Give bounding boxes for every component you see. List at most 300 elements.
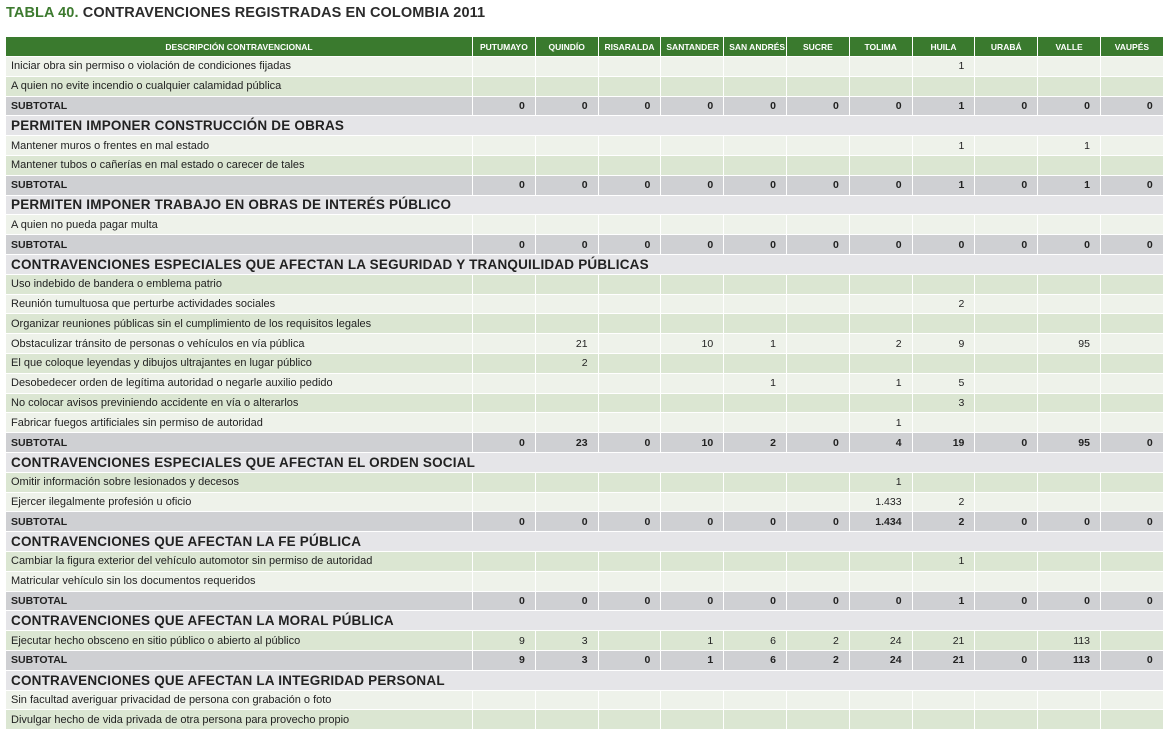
value-cell	[535, 294, 598, 314]
row-description: Ejecutar hecho obsceno en sitio público o abierto al público	[6, 631, 473, 651]
subtotal-row	[6, 96, 1164, 116]
value-cell	[661, 393, 724, 413]
value-cell	[535, 274, 598, 294]
value-cell	[975, 76, 1038, 96]
value-cell	[1100, 472, 1163, 492]
value-cell: 0	[598, 235, 661, 255]
value-cell	[473, 155, 536, 175]
column-header-santander: SANTANDER	[661, 37, 724, 57]
value-cell	[535, 413, 598, 433]
value-cell: 1	[849, 472, 912, 492]
value-cell	[598, 413, 661, 433]
subtotal-row	[6, 650, 1164, 670]
section-title: CONTRAVENCIONES ESPECIALES QUE AFECTAN EL ORDEN SOCIAL	[6, 452, 1164, 472]
value-cell: 0	[724, 591, 787, 611]
row-description: Desobedecer orden de legítima autoridad o negarle auxilio pedido	[6, 373, 473, 393]
value-cell	[1100, 393, 1163, 413]
value-cell	[724, 314, 787, 334]
row-description: A quien no pueda pagar multa	[6, 215, 473, 235]
value-cell: 3	[535, 631, 598, 651]
value-cell: 0	[975, 96, 1038, 116]
subtotal-label: SUBTOTAL	[6, 175, 473, 195]
value-cell: 2	[535, 353, 598, 373]
column-header-description: DESCRIPCIÓN CONTRAVENCIONAL	[6, 37, 473, 57]
value-cell	[661, 294, 724, 314]
value-cell	[535, 690, 598, 710]
value-cell	[598, 314, 661, 334]
value-cell: 2	[912, 492, 975, 512]
value-cell: 0	[473, 96, 536, 116]
value-cell: 95	[1038, 433, 1101, 453]
value-cell: 0	[786, 235, 849, 255]
subtotal-label: SUBTOTAL	[6, 235, 473, 255]
value-cell	[1038, 314, 1101, 334]
subtotal-row	[6, 512, 1164, 532]
value-cell	[535, 76, 598, 96]
value-cell: 0	[535, 512, 598, 532]
table-row	[6, 393, 1164, 413]
value-cell: 0	[473, 175, 536, 195]
value-cell	[1100, 314, 1163, 334]
table-row	[6, 314, 1164, 334]
value-cell: 0	[786, 175, 849, 195]
value-cell	[473, 571, 536, 591]
value-cell	[975, 631, 1038, 651]
value-cell: 1	[661, 631, 724, 651]
value-cell: 1	[661, 650, 724, 670]
value-cell: 0	[661, 512, 724, 532]
value-cell	[724, 690, 787, 710]
table-row	[6, 215, 1164, 235]
value-cell	[1038, 710, 1101, 730]
table-row	[6, 155, 1164, 175]
row-description: Omitir información sobre lesionados y decesos	[6, 472, 473, 492]
value-cell	[1100, 155, 1163, 175]
column-header-tolima: TOLIMA	[849, 37, 912, 57]
column-header-sucre: SUCRE	[786, 37, 849, 57]
value-cell	[598, 492, 661, 512]
value-cell	[786, 492, 849, 512]
value-cell	[786, 76, 849, 96]
value-cell: 0	[661, 175, 724, 195]
value-cell	[786, 57, 849, 77]
row-description: No colocar avisos previniendo accidente en vía o alterarlos	[6, 393, 473, 413]
table-title	[6, 5, 485, 21]
value-cell	[1038, 294, 1101, 314]
table-number: TABLA 40.	[6, 5, 79, 21]
value-cell	[473, 551, 536, 571]
value-cell: 1	[912, 96, 975, 116]
value-cell: 0	[1100, 433, 1163, 453]
value-cell: 24	[849, 650, 912, 670]
value-cell: 0	[535, 175, 598, 195]
value-cell	[975, 492, 1038, 512]
section-header-row	[6, 254, 1164, 274]
value-cell	[661, 136, 724, 156]
value-cell	[1038, 551, 1101, 571]
table-row	[6, 472, 1164, 492]
value-cell	[975, 57, 1038, 77]
value-cell: 0	[535, 96, 598, 116]
value-cell	[473, 215, 536, 235]
value-cell: 2	[786, 631, 849, 651]
value-cell	[598, 571, 661, 591]
value-cell	[975, 314, 1038, 334]
value-cell	[598, 136, 661, 156]
value-cell: 2	[786, 650, 849, 670]
value-cell	[849, 571, 912, 591]
value-cell	[1100, 492, 1163, 512]
value-cell: 0	[1100, 235, 1163, 255]
row-description: Ejercer ilegalmente profesión u oficio	[6, 492, 473, 512]
value-cell: 0	[1038, 512, 1101, 532]
value-cell	[975, 353, 1038, 373]
value-cell	[786, 215, 849, 235]
value-cell	[661, 551, 724, 571]
value-cell	[786, 274, 849, 294]
value-cell	[598, 551, 661, 571]
value-cell	[598, 690, 661, 710]
table-row	[6, 334, 1164, 354]
table-row	[6, 492, 1164, 512]
value-cell	[598, 373, 661, 393]
value-cell	[786, 393, 849, 413]
table-row	[6, 136, 1164, 156]
value-cell	[661, 155, 724, 175]
value-cell: 6	[724, 631, 787, 651]
table-row	[6, 373, 1164, 393]
value-cell	[975, 373, 1038, 393]
value-cell: 9	[473, 650, 536, 670]
value-cell: 1	[1038, 175, 1101, 195]
value-cell	[912, 76, 975, 96]
value-cell: 2	[912, 294, 975, 314]
subtotal-label: SUBTOTAL	[6, 96, 473, 116]
value-cell	[1038, 393, 1101, 413]
value-cell	[473, 57, 536, 77]
value-cell	[473, 373, 536, 393]
value-cell: 0	[473, 591, 536, 611]
table-title-text: CONTRAVENCIONES REGISTRADAS EN COLOMBIA 2011	[82, 5, 486, 21]
value-cell: 21	[912, 650, 975, 670]
value-cell: 9	[473, 631, 536, 651]
value-cell	[786, 413, 849, 433]
value-cell	[975, 472, 1038, 492]
value-cell	[786, 314, 849, 334]
value-cell	[1100, 215, 1163, 235]
subtotal-label: SUBTOTAL	[6, 512, 473, 532]
value-cell	[1100, 373, 1163, 393]
value-cell	[849, 314, 912, 334]
value-cell	[1100, 413, 1163, 433]
value-cell: 0	[786, 591, 849, 611]
value-cell: 0	[598, 512, 661, 532]
value-cell: 3	[912, 393, 975, 413]
section-title: PERMITEN IMPONER TRABAJO EN OBRAS DE INTERÉS PÚBLICO	[6, 195, 1164, 215]
row-description: Fabricar fuegos artificiales sin permiso de autoridad	[6, 413, 473, 433]
column-header-quindío: QUINDÍO	[535, 37, 598, 57]
value-cell: 0	[473, 235, 536, 255]
value-cell: 0	[849, 175, 912, 195]
value-cell	[598, 274, 661, 294]
value-cell	[1038, 57, 1101, 77]
value-cell: 0	[1100, 650, 1163, 670]
value-cell	[473, 334, 536, 354]
section-title: CONTRAVENCIONES QUE AFECTAN LA FE PÚBLICA	[6, 532, 1164, 552]
value-cell	[849, 353, 912, 373]
value-cell	[1038, 274, 1101, 294]
value-cell: 0	[724, 235, 787, 255]
value-cell	[975, 571, 1038, 591]
value-cell	[661, 353, 724, 373]
value-cell	[786, 710, 849, 730]
value-cell	[849, 690, 912, 710]
value-cell	[975, 294, 1038, 314]
value-cell	[1100, 551, 1163, 571]
table-row	[6, 571, 1164, 591]
value-cell	[535, 136, 598, 156]
value-cell: 9	[912, 334, 975, 354]
value-cell	[598, 710, 661, 730]
value-cell	[473, 413, 536, 433]
value-cell: 0	[1100, 96, 1163, 116]
value-cell: 0	[598, 650, 661, 670]
row-description: Cambiar la figura exterior del vehículo automotor sin permiso de autoridad	[6, 551, 473, 571]
value-cell	[535, 57, 598, 77]
value-cell	[473, 393, 536, 413]
value-cell	[975, 274, 1038, 294]
value-cell	[473, 136, 536, 156]
value-cell: 0	[975, 650, 1038, 670]
value-cell	[849, 551, 912, 571]
value-cell: 1	[1038, 136, 1101, 156]
subtotal-row	[6, 235, 1164, 255]
value-cell	[535, 492, 598, 512]
value-cell	[912, 690, 975, 710]
value-cell: 0	[473, 512, 536, 532]
table-row	[6, 294, 1164, 314]
value-cell	[473, 76, 536, 96]
value-cell	[912, 274, 975, 294]
value-cell	[912, 314, 975, 334]
value-cell	[1038, 373, 1101, 393]
value-cell: 0	[473, 433, 536, 453]
value-cell	[1100, 76, 1163, 96]
subtotal-row	[6, 591, 1164, 611]
value-cell: 0	[975, 235, 1038, 255]
row-description: Sin facultad averiguar privacidad de persona con grabación o foto	[6, 690, 473, 710]
value-cell	[535, 373, 598, 393]
value-cell	[473, 710, 536, 730]
table-row	[6, 710, 1164, 730]
value-cell	[661, 710, 724, 730]
value-cell	[724, 294, 787, 314]
value-cell	[912, 155, 975, 175]
value-cell	[724, 413, 787, 433]
column-header-putumayo: PUTUMAYO	[473, 37, 536, 57]
column-header-urabá: URABÁ	[975, 37, 1038, 57]
value-cell: 19	[912, 433, 975, 453]
value-cell: 113	[1038, 631, 1101, 651]
value-cell: 0	[1100, 512, 1163, 532]
value-cell: 2	[849, 334, 912, 354]
value-cell: 4	[849, 433, 912, 453]
value-cell: 21	[912, 631, 975, 651]
value-cell: 0	[786, 96, 849, 116]
value-cell	[1100, 690, 1163, 710]
row-description: Reunión tumultuosa que perturbe actividades sociales	[6, 294, 473, 314]
value-cell	[724, 353, 787, 373]
subtotal-row	[6, 433, 1164, 453]
value-cell	[912, 472, 975, 492]
row-description: Divulgar hecho de vida privada de otra persona para provecho propio	[6, 710, 473, 730]
value-cell	[661, 215, 724, 235]
value-cell	[912, 353, 975, 373]
value-cell: 0	[975, 175, 1038, 195]
value-cell: 113	[1038, 650, 1101, 670]
value-cell: 21	[535, 334, 598, 354]
column-header-risaralda: RISARALDA	[598, 37, 661, 57]
value-cell	[661, 314, 724, 334]
value-cell	[849, 57, 912, 77]
value-cell	[598, 334, 661, 354]
value-cell	[786, 551, 849, 571]
value-cell: 0	[975, 591, 1038, 611]
value-cell	[1100, 294, 1163, 314]
value-cell: 23	[535, 433, 598, 453]
value-cell: 1	[912, 57, 975, 77]
subtotal-label: SUBTOTAL	[6, 591, 473, 611]
value-cell: 1	[849, 413, 912, 433]
value-cell: 0	[598, 96, 661, 116]
value-cell	[724, 472, 787, 492]
value-cell	[661, 690, 724, 710]
value-cell	[724, 551, 787, 571]
value-cell	[786, 373, 849, 393]
row-description: A quien no evite incendio o cualquier calamidad pública	[6, 76, 473, 96]
table-row	[6, 76, 1164, 96]
value-cell: 0	[598, 591, 661, 611]
value-cell	[724, 136, 787, 156]
value-cell	[535, 393, 598, 413]
value-cell	[975, 710, 1038, 730]
value-cell	[535, 571, 598, 591]
value-cell: 0	[1038, 235, 1101, 255]
value-cell: 1	[912, 591, 975, 611]
value-cell	[786, 472, 849, 492]
value-cell: 0	[786, 433, 849, 453]
value-cell: 0	[535, 591, 598, 611]
section-title: CONTRAVENCIONES ESPECIALES QUE AFECTAN LA SEGURIDAD Y TRANQUILIDAD PÚBLICAS	[6, 254, 1164, 274]
value-cell	[598, 393, 661, 413]
value-cell	[473, 472, 536, 492]
value-cell	[535, 215, 598, 235]
section-title: CONTRAVENCIONES QUE AFECTAN LA INTEGRIDAD PERSONAL	[6, 670, 1164, 690]
column-header-vaupés: VAUPÉS	[1100, 37, 1163, 57]
section-header-row	[6, 116, 1164, 136]
value-cell: 0	[661, 591, 724, 611]
value-cell	[661, 274, 724, 294]
value-cell: 0	[1038, 591, 1101, 611]
value-cell: 1	[912, 551, 975, 571]
subtotal-row	[6, 175, 1164, 195]
value-cell: 1	[912, 136, 975, 156]
value-cell	[598, 155, 661, 175]
value-cell	[1100, 136, 1163, 156]
value-cell	[661, 76, 724, 96]
section-header-row	[6, 195, 1164, 215]
value-cell	[473, 294, 536, 314]
value-cell	[724, 274, 787, 294]
value-cell	[473, 274, 536, 294]
value-cell: 10	[661, 433, 724, 453]
value-cell: 1	[849, 373, 912, 393]
value-cell	[473, 690, 536, 710]
value-cell	[535, 472, 598, 492]
value-cell: 0	[598, 433, 661, 453]
section-header-row	[6, 670, 1164, 690]
column-header-san-andrés: SAN ANDRÉS	[724, 37, 787, 57]
table-row	[6, 353, 1164, 373]
value-cell	[786, 294, 849, 314]
value-cell	[912, 413, 975, 433]
value-cell	[535, 551, 598, 571]
value-cell: 0	[912, 235, 975, 255]
value-cell	[975, 551, 1038, 571]
value-cell	[598, 215, 661, 235]
value-cell	[786, 690, 849, 710]
value-cell: 0	[535, 235, 598, 255]
value-cell: 1	[724, 334, 787, 354]
value-cell	[786, 353, 849, 373]
value-cell	[598, 57, 661, 77]
column-header-valle: VALLE	[1038, 37, 1101, 57]
value-cell	[849, 710, 912, 730]
value-cell: 0	[975, 433, 1038, 453]
value-cell	[724, 57, 787, 77]
table-header-row	[6, 37, 1164, 57]
value-cell	[912, 710, 975, 730]
value-cell	[849, 274, 912, 294]
value-cell	[1038, 76, 1101, 96]
value-cell	[724, 76, 787, 96]
value-cell	[786, 571, 849, 591]
value-cell	[849, 155, 912, 175]
value-cell	[724, 710, 787, 730]
table-row	[6, 57, 1164, 77]
value-cell	[724, 393, 787, 413]
value-cell	[786, 155, 849, 175]
section-header-row	[6, 532, 1164, 552]
row-description: Organizar reuniones públicas sin el cumplimiento de los requisitos legales	[6, 314, 473, 334]
row-description: El que coloque leyendas y dibujos ultrajantes en lugar público	[6, 353, 473, 373]
value-cell: 95	[1038, 334, 1101, 354]
value-cell	[724, 155, 787, 175]
value-cell	[975, 413, 1038, 433]
contravenciones-table	[5, 36, 1164, 730]
value-cell: 0	[598, 175, 661, 195]
value-cell	[849, 215, 912, 235]
value-cell	[1038, 215, 1101, 235]
value-cell: 24	[849, 631, 912, 651]
value-cell	[975, 136, 1038, 156]
value-cell	[661, 57, 724, 77]
value-cell	[912, 215, 975, 235]
value-cell: 1.433	[849, 492, 912, 512]
value-cell	[473, 314, 536, 334]
value-cell	[1038, 472, 1101, 492]
value-cell	[598, 472, 661, 492]
